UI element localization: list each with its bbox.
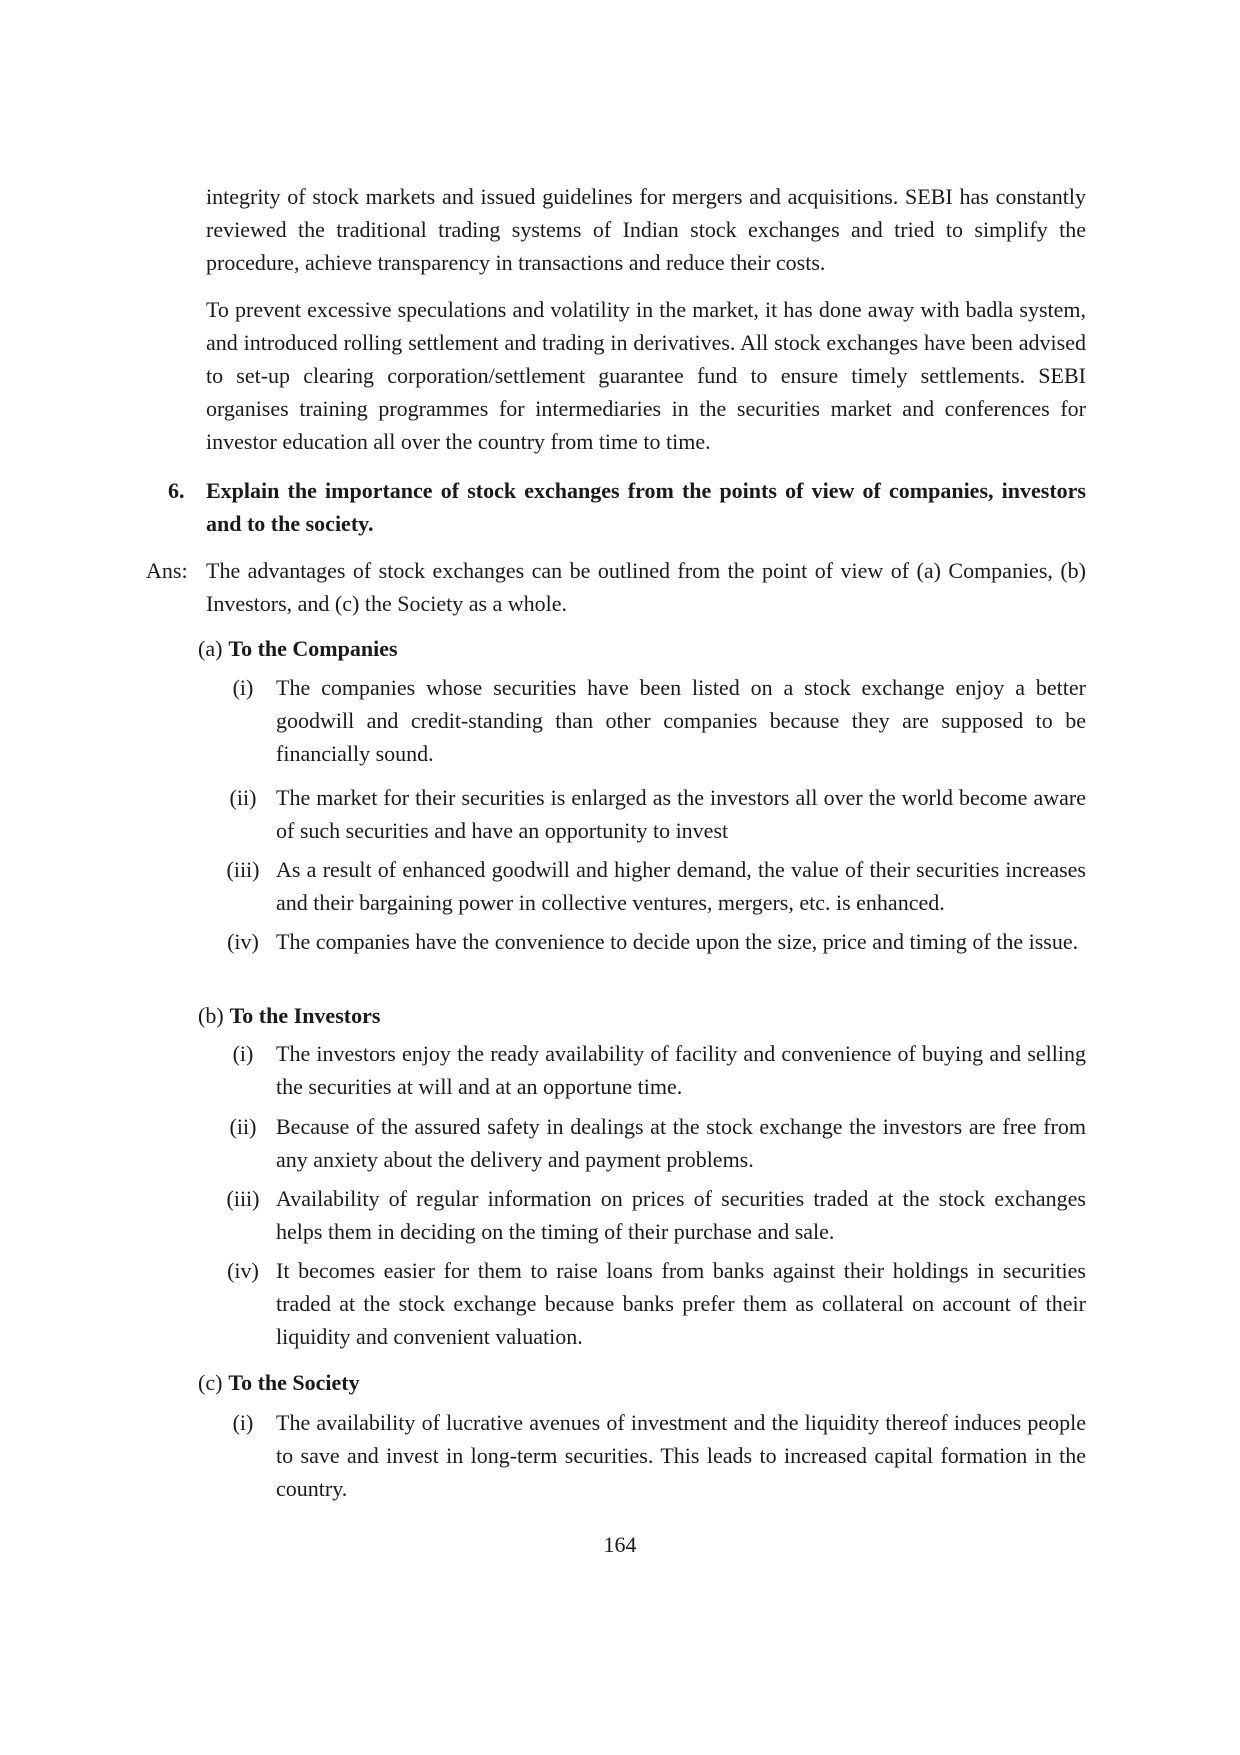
answer (146, 554, 1086, 620)
answer-text: The advantages of stock exchanges can be outlined from the point of view of (a) Companies, (b) Investors, and (c) the Society as a whole. (206, 558, 1086, 616)
item-number: (iv) (227, 929, 259, 954)
item-number: (i) (232, 1410, 254, 1435)
list-item (214, 1182, 1086, 1248)
list-item (214, 925, 1086, 958)
section-title: To the Companies (228, 636, 398, 661)
section-marker: (b) (198, 1003, 224, 1028)
item-number: (ii) (229, 1114, 257, 1139)
question-text: Explain the importance of stock exchanges from the points of view of companies, investors and to the society. (206, 478, 1086, 536)
section-heading (198, 999, 380, 1032)
item-number: (i) (232, 1041, 254, 1066)
paragraph (206, 293, 1086, 458)
answer-label: Ans: (146, 558, 188, 583)
item-number: (iii) (226, 1186, 260, 1211)
item-text: The availability of lucrative avenues of investment and the liquidity thereof induces people to save and invest in long-term securities. This leads to increased capital formation in the country. (276, 1410, 1086, 1501)
paragraph (206, 180, 1086, 279)
list-item (214, 1406, 1086, 1505)
list-item (214, 1110, 1086, 1176)
item-text: The companies have the convenience to decide upon the size, price and timing of the issue. (276, 929, 1079, 954)
page-number: 164 (603, 1532, 637, 1557)
item-number: (iv) (227, 1258, 259, 1283)
section-marker: (a) (198, 636, 223, 661)
list-item (214, 853, 1086, 919)
list-item (214, 781, 1086, 847)
section-heading (198, 632, 398, 665)
item-text: As a result of enhanced goodwill and higher demand, the value of their securities increases and their bargaining power in collective ventures, mergers, etc. is enhanced. (276, 857, 1086, 915)
list-item (214, 671, 1086, 770)
section-title: To the Investors (229, 1003, 381, 1028)
item-text: Because of the assured safety in dealings at the stock exchange the investors are free from any anxiety about the delivery and payment problems. (276, 1114, 1086, 1172)
question (168, 474, 1086, 540)
item-text: Availability of regular information on prices of securities traded at the stock exchanges helps them in deciding on the timing of their purchase and sale. (276, 1186, 1086, 1244)
list-item (214, 1254, 1086, 1353)
list-item (214, 1037, 1086, 1103)
item-number: (ii) (229, 785, 257, 810)
item-number: (i) (232, 675, 254, 700)
item-number: (iii) (226, 857, 260, 882)
question-number: 6. (168, 478, 185, 503)
paragraph-text: integrity of stock markets and issued guidelines for mergers and acquisitions. SEBI has constantly reviewed the traditional trading systems of Indian stock exchanges and tried to simplify the procedure, achieve transparency in transactions and reduce their costs. (206, 184, 1086, 275)
paragraph-text: To prevent excessive speculations and volatility in the market, it has done away with badla system, and introduced rolling settlement and trading in derivatives. All stock exchanges have been advised to set-up clearing corporation/settlement guarantee fund to ensure timely settlements. SEBI organises training programmes for intermediaries in the securities market and conferences for investor education all over the country from time to time. (206, 297, 1086, 454)
section-title: To the Society (228, 1370, 360, 1395)
item-text: The investors enjoy the ready availability of facility and convenience of buying and selling the securities at will and at an opportune time. (276, 1041, 1086, 1099)
item-text: The market for their securities is enlarged as the investors all over the world become aware of such securities and have an opportunity to invest (276, 785, 1086, 843)
item-text: The companies whose securities have been listed on a stock exchange enjoy a better goodwill and credit-standing than other companies because they are supposed to be financially sound. (276, 675, 1086, 766)
section-marker: (c) (198, 1370, 223, 1395)
item-text: It becomes easier for them to raise loans from banks against their holdings in securities traded at the stock exchange because banks prefer them as collateral on account of their liquidity and convenient valuation. (276, 1258, 1086, 1349)
section-heading (198, 1366, 360, 1399)
